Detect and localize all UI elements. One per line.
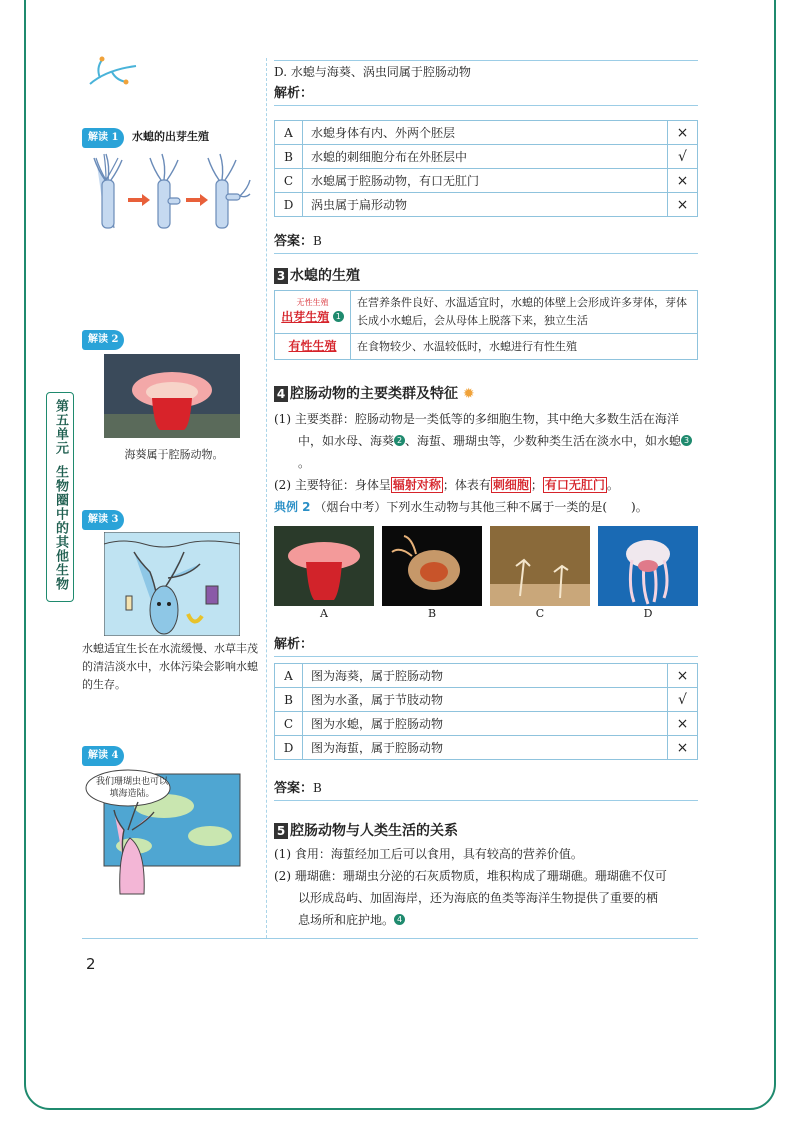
- table-row: C 水螅属于腔肠动物，有口无肛门 ×: [275, 169, 698, 193]
- photo-a-anemone: [274, 526, 374, 606]
- section-3-heading: 3 水螅的生殖: [274, 264, 698, 288]
- photo-label-d: D: [643, 607, 653, 620]
- note-1-tag: 解读 1: [82, 128, 124, 148]
- analysis-label-2: 解析：: [274, 637, 314, 652]
- photo-label-c: C: [535, 607, 545, 620]
- table-row: D 涡虫属于扁形动物 ×: [275, 193, 698, 217]
- photo-d-jellyfish: [598, 526, 698, 606]
- main-column: [274, 60, 698, 518]
- column-divider: [266, 58, 267, 938]
- top-option: D. 水螅与海葵、涡虫同属于腔肠动物: [274, 65, 471, 79]
- note-2-tag-wrap: [82, 330, 124, 350]
- analysis-table-2: [274, 663, 698, 760]
- note-1: [82, 128, 262, 148]
- table-row: A 水螅身体有内、外两个胚层 ×: [275, 121, 698, 145]
- note-3-tag: 解读 3: [82, 510, 124, 530]
- table-row: D 图为海蜇，属于腔肠动物 ×: [275, 736, 698, 760]
- sun-icon: ✹: [462, 386, 475, 402]
- page-number: 2: [86, 955, 96, 973]
- note-3-tag-wrap: [82, 510, 124, 530]
- section-4-heading: 4 腔肠动物的主要类群及特征 ✹: [274, 382, 698, 406]
- table-row: C 图为水螅，属于腔肠动物 ×: [275, 712, 698, 736]
- unit-title: 生物圈中的其他生物: [53, 465, 68, 591]
- hydra-budding-illustration: [92, 150, 252, 230]
- answer-1: 答案：B: [274, 234, 322, 249]
- page-bottom-rule: [82, 938, 698, 939]
- table-row: B 水螅的刺细胞分布在外胚层中 √: [275, 145, 698, 169]
- answer-2: 答案：B: [274, 781, 322, 796]
- analysis-table-1: [274, 120, 698, 217]
- main-column-lower: [274, 634, 698, 931]
- photo-b-water-flea: [382, 526, 482, 606]
- unit-tab: [46, 392, 74, 602]
- sea-anemone-photo: [104, 354, 240, 438]
- note-2-tag: 解读 2: [82, 330, 124, 350]
- note-3-text: 水螅适宜生长在水流缓慢、水草丰茂的清洁淡水中，水体污染会影响水螅的生存。: [82, 642, 258, 691]
- table-row: 有性生殖 在食物较少、水温较低时，水螅进行有性生殖: [275, 334, 698, 360]
- reproduction-table: [274, 290, 698, 360]
- sec5-para-2: (2) 珊瑚礁：珊瑚虫分泌的石灰质物质，堆积构成了珊瑚礁。珊瑚礁不仅可 以形成岛屿、加固海岸，还为海底的鱼类等海洋生物提供了重要的栖 息场所和庇护地。 4: [274, 869, 667, 927]
- table-row: A 图为海葵，属于腔肠动物 ×: [275, 664, 698, 688]
- sprig-decoration-icon: [86, 54, 140, 90]
- sec4-para-1: (1) 主要类群：腔肠动物是一类低等的多细胞生物，其中绝大多数生活在海洋 中，如水母、海葵 2 、海蜇、珊瑚虫等，少数种类生活在淡水中，如水螅 3。: [274, 408, 698, 474]
- unit-number: 第五单元: [53, 399, 68, 455]
- section-5-heading: 5 腔肠动物与人类生活的关系: [274, 819, 698, 843]
- analysis-label-1: 解析：: [274, 86, 314, 101]
- note-4-bubble: 我们珊瑚虫也可以填海造陆。: [95, 777, 168, 799]
- sec4-para-2: (2) 主要特征：身体呈 辐射对称 ；体表有 刺细胞 ； 有口无肛门 。: [274, 478, 619, 492]
- note-1-title: 水螅的出芽生殖: [131, 130, 209, 143]
- photo-label-a: A: [320, 607, 328, 620]
- note-2-caption: 海葵属于腔肠动物。: [124, 448, 224, 461]
- note-4-tag-wrap: [82, 746, 124, 766]
- photo-label-b: B: [427, 607, 437, 620]
- example-2: 典例 2 （烟台中考）下列水生动物与其他三种不属于一类的是( )。: [274, 500, 648, 514]
- hydra-water-cartoon: [104, 532, 240, 636]
- table-row: 无性生殖 出芽生殖 1 在营养条件良好、水温适宜时，水螅的体壁上会形成许多芽体，芽体长成小水螅后，会从母体上脱落下来，独立生活: [275, 291, 698, 334]
- sec5-para-1: (1) 食用：海蜇经加工后可以食用，具有较高的营养价值。: [274, 847, 583, 861]
- note-4-tag: 解读 4: [82, 746, 124, 766]
- table-row: B 图为水蚤，属于节肢动物 √: [275, 688, 698, 712]
- photo-c-hydra: [490, 526, 590, 606]
